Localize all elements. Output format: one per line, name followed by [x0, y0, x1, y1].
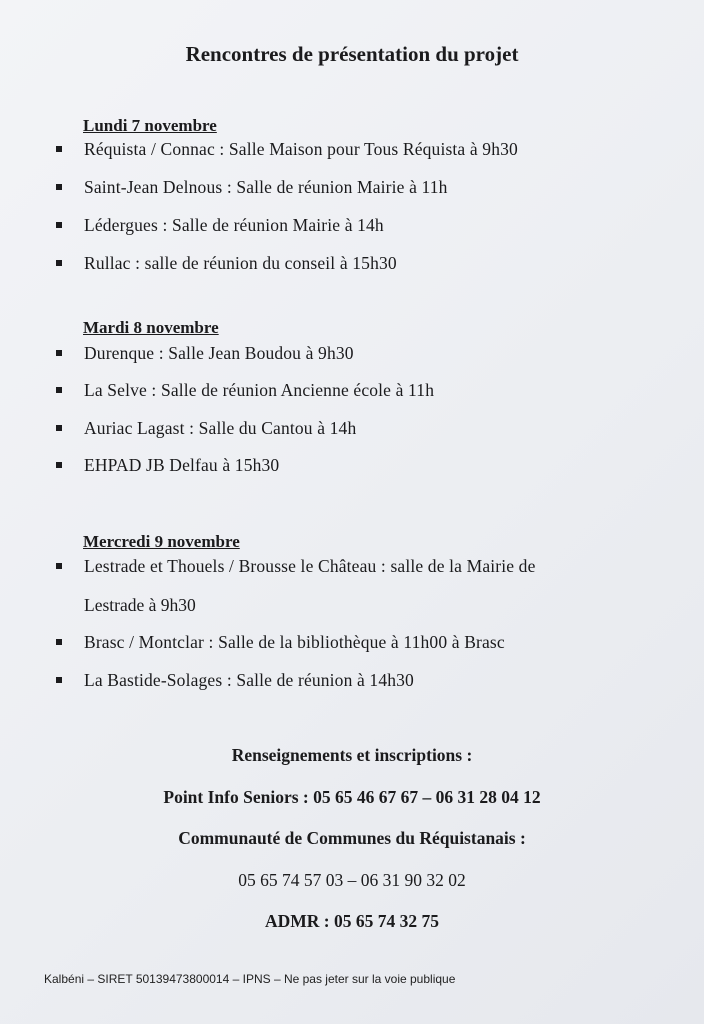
bullet-icon [56, 184, 62, 190]
list-item-text: Lédergues : Salle de réunion Mairie à 14h [84, 215, 384, 235]
list-item-text: Réquista / Connac : Salle Maison pour Tous Réquista à 9h30 [84, 139, 518, 159]
contact-communaute: Communauté de Communes du Réquistanais : [178, 828, 526, 848]
list-item-text: Lestrade et Thouels / Brousse le Château : salle de la Mairie de [84, 556, 536, 576]
list-item-text: La Selve : Salle de réunion Ancienne école à 11h [84, 380, 435, 400]
bullet-icon [56, 387, 62, 393]
bullet-icon [56, 462, 62, 468]
contact-communaute-phones: 05 65 74 57 03 – 06 31 90 32 02 [238, 870, 466, 890]
contact-point-info: Point Info Seniors : 05 65 46 67 67 – 06 31 28 04 12 [163, 787, 541, 807]
list-item-text: Auriac Lagast : Salle du Cantou à 14h [84, 418, 357, 438]
day-heading-mercredi: Mercredi 9 novembre [83, 532, 240, 551]
bullet-icon [56, 146, 62, 152]
list-item-text: EHPAD JB Delfau à 15h30 [84, 455, 280, 475]
list-item-text: Rullac : salle de réunion du conseil à 15h30 [84, 253, 397, 273]
bullet-icon [56, 677, 62, 683]
page-title: Rencontres de présentation du projet [185, 42, 519, 66]
list-item-text: Durenque : Salle Jean Boudou à 9h30 [84, 343, 354, 363]
footer-note: Kalbéni – SIRET 50139473800014 – IPNS – Ne pas jeter sur la voie publique [44, 972, 456, 986]
day-heading-lundi: Lundi 7 novembre [83, 116, 217, 135]
day-heading-mardi: Mardi 8 novembre [83, 318, 219, 337]
list-item-text: Saint-Jean Delnous : Salle de réunion Mairie à 11h [84, 177, 448, 197]
list-item-text: La Bastide-Solages : Salle de réunion à 14h30 [84, 670, 414, 690]
contacts-heading: Renseignements et inscriptions : [231, 745, 473, 765]
bullet-icon [56, 563, 62, 569]
list-item-text: Brasc / Montclar : Salle de la bibliothèque à 11h00 à Brasc [84, 632, 505, 652]
list-item-continuation: Lestrade à 9h30 [84, 595, 196, 615]
contact-admr: ADMR : 05 65 74 32 75 [264, 911, 439, 931]
bullet-icon [56, 222, 62, 228]
bullet-icon [56, 639, 62, 645]
bullet-icon [56, 350, 62, 356]
bullet-icon [56, 260, 62, 266]
bullet-icon [56, 425, 62, 431]
